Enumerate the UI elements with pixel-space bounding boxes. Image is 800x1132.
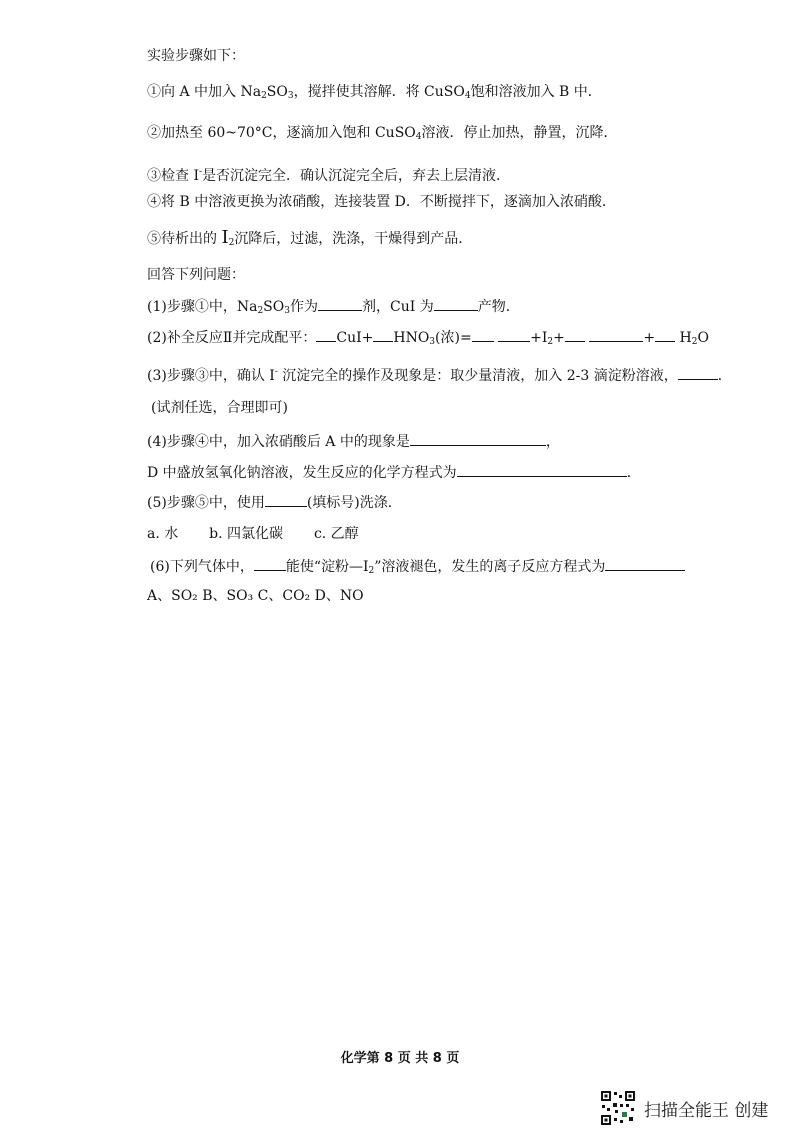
steps-title-text: 实验步骤如下： <box>147 48 245 64</box>
step-1: ①向 A 中加入 $Na_2SO_3$，搅拌使其溶解．将 CuSO$_4$饱和溶液加入 B 中． <box>147 84 602 101</box>
question-6-options: A、SO₂ B、SO₃ C、CO₂ D、NO <box>147 588 364 604</box>
steps-title <box>147 46 245 66</box>
option-b: b. 四氯化碳 <box>209 526 284 542</box>
questions-intro: 回答下列问题： <box>147 267 245 283</box>
answer-blank[interactable] <box>655 327 675 342</box>
step-5: ⑤待析出的 $I_2$沉降后，过滤，洗涤，干燥得到产品． <box>147 227 473 248</box>
answer-blank[interactable] <box>498 327 530 342</box>
answer-blank[interactable] <box>316 327 336 342</box>
option-a: a. 水 <box>147 526 179 542</box>
answer-blank[interactable] <box>318 296 362 311</box>
option-c: c. 乙醇 <box>313 526 359 542</box>
watermark-text: 扫描全能王 创建 <box>644 1101 769 1121</box>
page-footer: 化学第 8 页 共 8 页 <box>340 1051 460 1066</box>
answer-blank[interactable] <box>565 327 585 342</box>
answer-blank[interactable] <box>678 365 718 380</box>
question-4-equation: D 中盛放氢氧化钠溶液，发生反应的化学方程式为 ． <box>147 462 641 483</box>
question-2: (2)补全反应Ⅱ并完成配平： $CuI+ HNO_3$(浓)= $+I_2+ + H_2O$ <box>147 327 709 352</box>
answer-blank[interactable] <box>434 296 478 311</box>
question-4: (4)步骤④中，加入浓硝酸后 A 中的现象是 ， <box>147 431 560 452</box>
question-3-note: (试剂任选，合理即可) <box>151 400 288 416</box>
answer-blank[interactable] <box>410 431 546 446</box>
step-4: ④将 B 中溶液更换为浓硝酸，连接装置 D．不断搅拌下，逐滴加入浓硝酸． <box>147 194 616 210</box>
step-3: ③检查 I-是否沉淀完全．确认沉淀完全后，弃去上层清液． <box>147 167 511 184</box>
answer-blank[interactable] <box>472 327 494 342</box>
answer-blank[interactable] <box>254 556 286 571</box>
question-3: (3)步骤③中，确认 I- 沉淀完全的操作及现象是：取少量清液，加入 2-3 滴淀粉溶液， ． <box>147 367 732 384</box>
step-2: ②加热至 60~70°C，逐滴加入饱和 CuSO$_4$溶液．停止加热，静置，沉降． <box>147 125 618 142</box>
answer-blank[interactable] <box>265 492 307 507</box>
answer-blank[interactable] <box>605 556 685 571</box>
question-5: (5)步骤⑤中，使用 (填标号)洗涤． <box>147 492 402 513</box>
question-6: (6)下列气体中， 能使“淀粉$—I_2$”溶液褪色，发生的离子反应方程式为 <box>150 556 685 581</box>
question-5-options <box>147 524 359 544</box>
qr-code-icon <box>600 1090 636 1126</box>
answer-blank[interactable] <box>457 462 627 477</box>
answer-blank[interactable] <box>373 327 393 342</box>
answer-blank[interactable] <box>589 327 643 342</box>
question-1: (1)步骤①中，$Na_2SO_3$作为 剂，CuI 为 产物． <box>147 296 520 321</box>
